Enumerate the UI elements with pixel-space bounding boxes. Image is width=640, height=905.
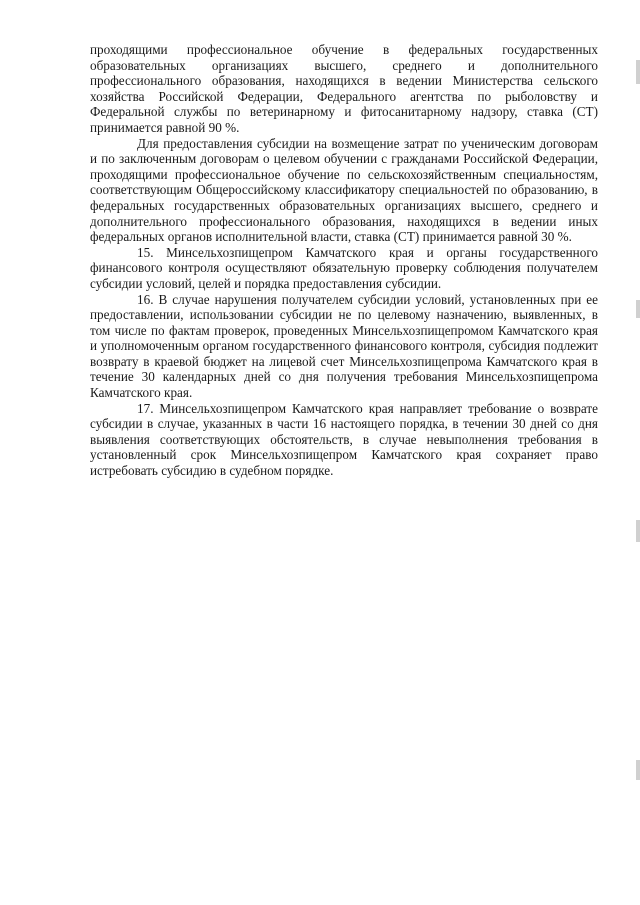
document-body [90,42,598,479]
scan-edge-mark [636,520,640,542]
scan-edge-mark [636,300,640,318]
paragraph-clause-15: 15. Минсельхозпищепром Камчатского края и органы государственного финансового контроля осуществляют обязательную проверку соблюдения получателем субсидии условий, целей и порядка предоставления субсидии. [90,244,598,291]
paragraph-clause-16: 16. В случае нарушения получателем субсидии условий, установленных при ее предоставлении, использовании субсидии не по целевому назначению, выявленных, в том числе по фактам проверок, проведенных Минсельхозпищепромом Камчатского края и уполномоченным органом государственного финансового контроля, субсидия подлежит возврату в краевой бюджет на лицевой счет Минсельхозпищепрома Камчатского края в течение 30 календарных дней со дня получения требования Минсельхозпищепрома Камчатского края. [90,291,598,401]
scan-edge-mark [636,60,640,84]
scan-edge-mark [636,760,640,780]
paragraph-subsidy-rate: Для предоставления субсидии на возмещение затрат по ученическим договорам и по заключенным договорам о целевом обучении с гражданами Российской Федерации, проходящими профессиональное обучение по сельскохозяйственным специальностям, соответствующим Общероссийскому классификатору специальностей по образованию, в федеральных государственных образовательных организациях высшего, среднего и дополнительного профессионального образования, находящихся в ведении иных федеральных органов исполнительной власти, ставка (СТ) принимается равной 30 %. [90,135,598,245]
paragraph-clause-17: 17. Минсельхозпищепром Камчатского края направляет требование о возврате субсидии в случае, указанных в части 16 настоящего порядка, в течении 30 дней со дня выявления соответствующих обстоятельств, в случае невыполнения требования в установленный срок Минсельхозпищепром Камчатского края сохраняет право истребовать субсидию в судебном порядке. [90,400,598,479]
paragraph-continuation: проходящими профессиональное обучение в федеральных государственных образовательных организациях высшего, среднего и дополнительного профессионального образования, находящихся в ведении Министерства сельского хозяйства Российской Федерации, Федерального агентства по рыболовству и Федеральной службы по ветеринарному и фитосанитарному надзору, ставка (СТ) принимается равной 90 %. [90,42,598,135]
